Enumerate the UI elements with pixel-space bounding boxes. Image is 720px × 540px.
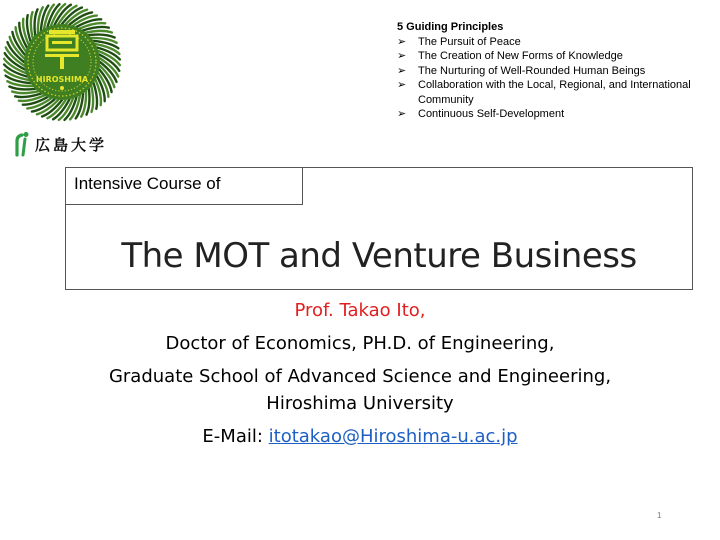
author-block: [0, 297, 720, 450]
seal-ray: [86, 31, 112, 33]
arrow-bullet-icon: ➢: [397, 35, 407, 48]
arrow-bullet-icon: ➢: [397, 79, 407, 91]
hiroshima-university-seal: [2, 2, 122, 122]
author-name: Prof. Takao Ito,: [294, 300, 426, 321]
university-name-jp: 広島大学: [35, 135, 108, 154]
author-email-line: [0, 423, 720, 450]
principles-heading: 5 Guiding Principles: [397, 21, 504, 33]
arrow-bullet-icon: ➢: [397, 50, 407, 62]
seal-ray: [91, 86, 93, 112]
page-number: 1: [657, 511, 662, 520]
guiding-principles: [397, 20, 717, 122]
university-mark-icon: [14, 131, 30, 157]
author-school-line1: Graduate School of Advanced Science and Engineering,: [108, 366, 612, 387]
principles-list: [397, 35, 717, 122]
course-subtitle: Intensive Course of: [65, 167, 303, 205]
list-item: ➢ Collaboration with the Local, Regional, and International Community: [397, 79, 691, 106]
seal-text: HIROSHIMA: [35, 75, 89, 84]
list-item: ➢ The Nurturing of Well-Rounded Human Beings: [397, 64, 646, 77]
author-school-line2: Hiroshima University: [266, 393, 454, 414]
list-item: ➢ The Pursuit of Peace: [397, 35, 521, 48]
list-item: ➢ The Creation of New Forms of Knowledge: [397, 50, 623, 62]
email-link[interactable]: itotakao@Hiroshima-u.ac.jp: [268, 426, 518, 447]
university-wordmark: [14, 131, 107, 157]
page-title: The MOT and Venture Business: [121, 236, 637, 276]
seal-ray: [12, 91, 38, 93]
seal-ray: [31, 12, 33, 38]
list-item: ➢ Continuous Self-Development: [397, 108, 565, 120]
email-label: E-Mail:: [202, 426, 269, 447]
arrow-bullet-icon: ➢: [397, 64, 407, 77]
author-degrees: Doctor of Economics, PH.D. of Engineering,: [165, 333, 555, 354]
arrow-bullet-icon: ➢: [397, 108, 407, 120]
